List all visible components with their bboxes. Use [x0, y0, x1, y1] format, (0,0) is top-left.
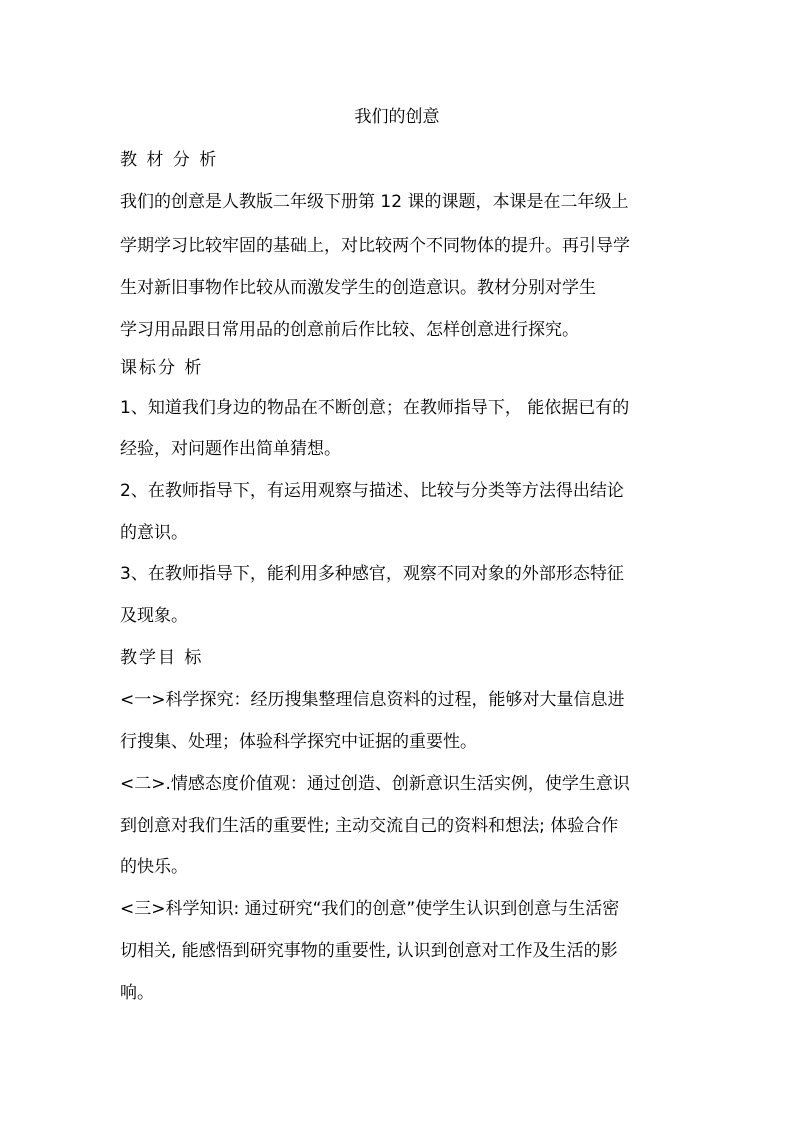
analysis-line: 我们的创意是人教版二年级下册第 12 课的课题，本课是在二年级上: [120, 192, 629, 212]
curriculum-line: 3、在教师指导下，能利用多种感官，观察不同对象的外部形态特征: [120, 564, 624, 584]
goals-line: 的快乐。: [120, 857, 188, 877]
goals-line: <二>.情感态度价值观：通过创造、创新意识生活实例，使学生意识: [120, 774, 630, 794]
analysis-line: 学期学习比较牢固的基础上，对比较两个不同物体的提升。再引导学: [120, 236, 630, 256]
goals-line: 切相关, 能感悟到研究事物的重要性, 认识到创意对工作及生活的影: [120, 941, 618, 961]
curriculum-line: 2、在教师指导下，有运用观察与描述、比较与分类等方法得出结论: [120, 481, 624, 501]
goals-line: 行搜集、处理；体验科学探究中证据的重要性。: [120, 732, 477, 752]
curriculum-line: 1、知道我们身边的物品在不断创意；在教师指导下， 能依据已有的: [120, 398, 630, 418]
section-heading-analysis: 教 材 分 析: [120, 150, 219, 170]
curriculum-line: 经验，对问题作出简单猜想。: [120, 439, 341, 459]
analysis-line: 学习用品跟日常用品的创意前后作比较、怎样创意进行探究。: [120, 320, 579, 340]
curriculum-line: 的意识。: [120, 523, 188, 543]
goals-line: 响。: [120, 983, 154, 1003]
curriculum-line: 及现象。: [120, 606, 188, 626]
section-heading-goals: 教学目 标: [120, 648, 204, 668]
goals-line: 到创意对我们生活的重要性; 主动交流自己的资料和想法; 体验合作: [120, 816, 619, 836]
analysis-line: 生对新旧事物作比较从而激发学生的创造意识。教材分别对学生: [120, 278, 596, 298]
page-title: 我们的创意: [354, 107, 440, 127]
goals-line: <三>科学知识: 通过研究“我们的创意”使学生认识到创意与生活密: [120, 899, 620, 919]
goals-line: <一>科学探究：经历搜集整理信息资料的过程，能够对大量信息进: [120, 690, 625, 710]
section-heading-curriculum: 课标分 析: [120, 358, 204, 378]
